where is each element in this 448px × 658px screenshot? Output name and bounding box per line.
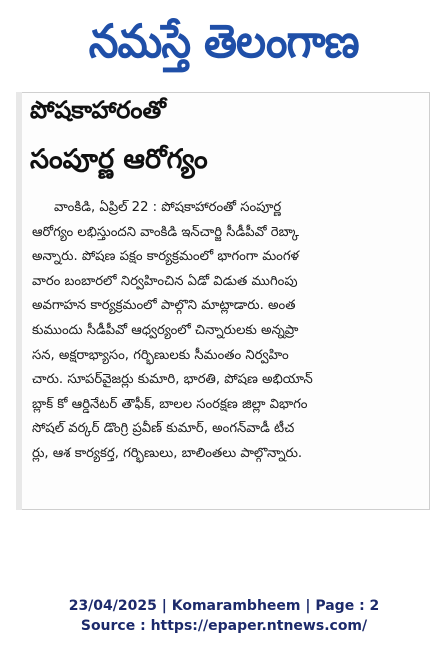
article-body-line: కుముందు సీడీపీవో ఆధ్వర్యంలో చిన్నారులకు అన్నప్రా <box>32 322 299 338</box>
article-body-line: అన్నారు. పోషణ పక్షం కార్యక్రమంలో భాగంగా మంగళ <box>32 249 300 265</box>
article-body-line: వాంకిడి, ఏప్రిల్ 22 : పోషకాహారంతో సంపూర్ణ <box>54 200 282 215</box>
article-body-line: సోషల్ వర్కర్ డొంగ్రి ప్రవీణ్ కుమార్, అంగన్‌వాడీ టీచ <box>32 421 295 437</box>
article-body-line: ఆరోగ్యం లభిస్తుందని వాంకిడి ఇన్‌చార్జి సీడీపీవో రెబ్కా <box>32 224 300 240</box>
article-body-line: చారు. సూపర్‌వైజర్లు కుమారి, భారతి, పోషణ అభియాన్ <box>32 372 313 388</box>
newspaper-masthead <box>22 6 426 76</box>
article-body-line: వారం బంబారలో నిర్వహించిన ఏడో విడుత ముగింపు <box>32 273 298 289</box>
article-body-line: అవగాహన కార్యక్రమంలో పాల్గొని మాట్లాడారు. అంత <box>32 298 296 314</box>
article-body-line: సన, అక్షరాభ్యాసం, గర్భిణులకు సీమంతం నిర్వహిం <box>32 347 289 363</box>
article-body-line: ర్లు, ఆశ కార్యకర్త, గర్భిణులు, బాలింతలు పాల్గొన్నారు. <box>32 445 303 461</box>
footer-source: Source : https://epaper.ntnews.com/ <box>80 618 368 634</box>
footer-date-edition: 23/04/2025 | Komarambheem | Page : 2 <box>68 598 380 614</box>
masthead-logo-text: నమస్తే తెలంగాణ <box>89 14 359 68</box>
column-divider <box>16 92 22 510</box>
article-headline-line2: సంపూర్ణ ఆరోగ్యం <box>30 144 208 175</box>
article-body-line: బ్లాక్ కో ఆర్డినేటర్ తౌఫీక్, బాలల సంరక్షణ జిల్లా విభాగం <box>32 396 308 412</box>
article-headline-line1: పోషకాహారంతో <box>30 96 166 124</box>
article-body <box>32 196 422 467</box>
